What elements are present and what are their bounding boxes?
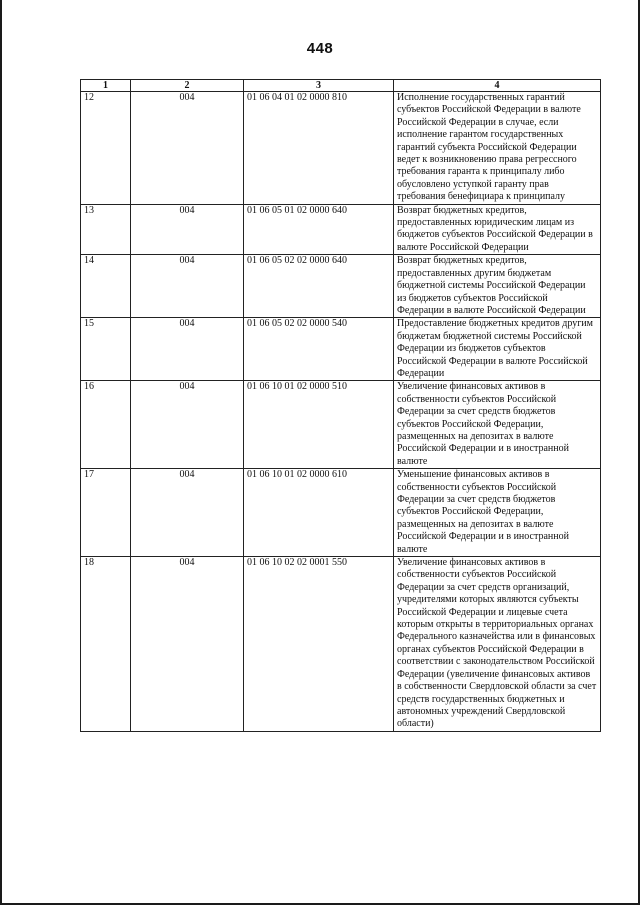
table-row: [81, 557, 601, 732]
admin-code: 004: [131, 204, 244, 255]
description: Увеличение финансовых активов в собственности субъектов Российской Федерации за счет средств организаций, учредителями которых являются субъекты Российской Федерации и лицевые счета которым открыты в территориальных органах Федерального казначейства или в финансовых органах субъектов Российской Федерации в соответствии с законодательством Российской Федерации (увеличение финансовых активов в собственности Свердловской области за счет средств государственных бюджетных и автономных учреждений Свердловской области): [394, 557, 601, 732]
row-number: 17: [81, 469, 131, 557]
classification-code: 01 06 10 01 02 0000 610: [244, 469, 394, 557]
admin-code: 004: [131, 255, 244, 318]
classification-code: 01 06 04 01 02 0000 810: [244, 92, 394, 205]
description: Предоставление бюджетных кредитов другим бюджетам бюджетной системы Российской Федерации из бюджетов субъектов Российской Федерации в валюте Российской Федерации: [394, 318, 601, 381]
table-row: [81, 381, 601, 469]
row-number: 15: [81, 318, 131, 381]
page-number: 448: [306, 40, 334, 57]
table-row: [81, 255, 601, 318]
header-col-3: 3: [244, 80, 394, 92]
admin-code: 004: [131, 92, 244, 205]
description: Исполнение государственных гарантий субъектов Российской Федерации в валюте Российской Федерации в случае, если исполнение гарантом государственных гарантий субъекта Российской Федерации ведет к возникновению права регрессного требования гаранта к принципалу либо обусловлено уступкой гаранту прав требования бенефициара к принципалу: [394, 92, 601, 205]
classification-code: 01 06 10 02 02 0001 550: [244, 557, 394, 732]
header-col-1: 1: [81, 80, 131, 92]
admin-code: 004: [131, 381, 244, 469]
table-header-row: [81, 80, 601, 92]
row-number: 14: [81, 255, 131, 318]
row-number: 16: [81, 381, 131, 469]
header-col-4: 4: [394, 80, 601, 92]
admin-code: 004: [131, 318, 244, 381]
admin-code: 004: [131, 469, 244, 557]
table-row: [81, 469, 601, 557]
table-row: [81, 204, 601, 255]
classification-code: 01 06 05 02 02 0000 540: [244, 318, 394, 381]
row-number: 13: [81, 204, 131, 255]
description: Увеличение финансовых активов в собственности субъектов Российской Федерации за счет средств бюджетов субъектов Российской Федерации, размещенных на депозитах в валюте Российской Федерации и в иностранной валюте: [394, 381, 601, 469]
admin-code: 004: [131, 557, 244, 732]
row-number: 18: [81, 557, 131, 732]
row-number: 12: [81, 92, 131, 205]
description: Уменьшение финансовых активов в собственности субъектов Российской Федерации за счет средств бюджетов субъектов Российской Федерации, размещенных на депозитах в валюте Российской Федерации и в иностранной валюте: [394, 469, 601, 557]
classification-code: 01 06 10 01 02 0000 510: [244, 381, 394, 469]
data-table: [80, 79, 601, 732]
table-row: [81, 92, 601, 205]
page-edge-left: [0, 0, 2, 905]
classification-code: 01 06 05 01 02 0000 640: [244, 204, 394, 255]
description: Возврат бюджетных кредитов, предоставленных юридическим лицам из бюджетов субъектов Российской Федерации в валюте Российской Федерации: [394, 204, 601, 255]
classification-code: 01 06 05 02 02 0000 640: [244, 255, 394, 318]
header-col-2: 2: [131, 80, 244, 92]
table-row: [81, 318, 601, 381]
description: Возврат бюджетных кредитов, предоставленных другим бюджетам бюджетной системы Российской Федерации из бюджетов субъектов Российской Федерации в валюте Российской Федерации: [394, 255, 601, 318]
